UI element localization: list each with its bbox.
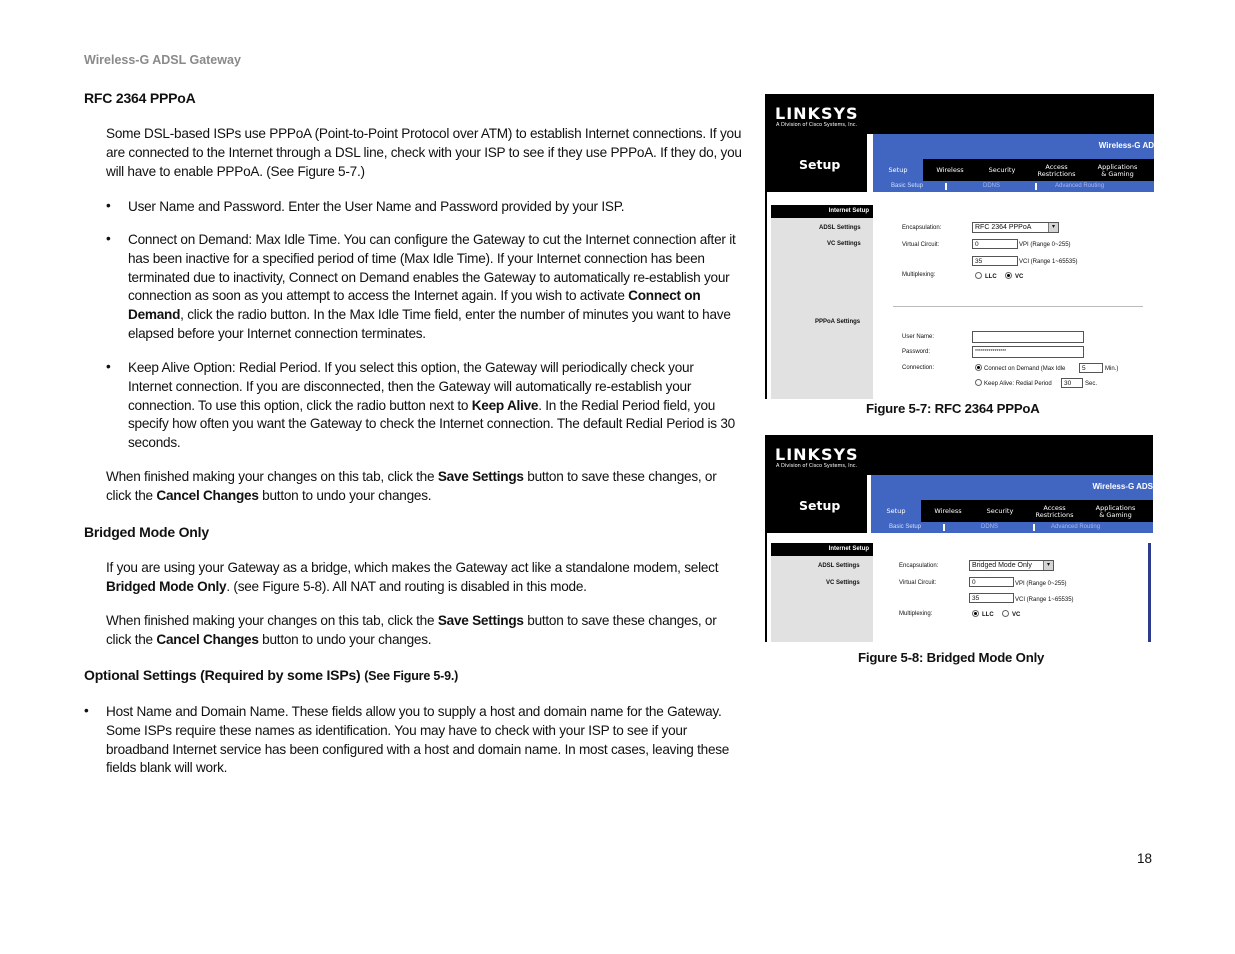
radio-connect-on-demand[interactable]: [975, 364, 982, 371]
dropdown-arrow-icon: ▾: [1048, 223, 1058, 232]
vpi-range-label: VPI (Range 0~255): [1015, 581, 1067, 587]
figure-5-7-screenshot: [765, 94, 1154, 399]
virtual-circuit-label: Virtual Circuit:: [899, 580, 937, 586]
figure-5-8-screenshot: [765, 435, 1153, 642]
subtab-ddns[interactable]: DDNS: [983, 183, 1001, 189]
text-run: button to undo your changes.: [258, 487, 432, 503]
bold-term: Cancel Changes: [156, 487, 259, 503]
rfc-intro: [106, 125, 766, 181]
tab-wireless[interactable]: Wireless: [934, 507, 962, 515]
optional-title: Optional Settings (Required by some ISPs): [84, 667, 361, 683]
bullet-host-domain: [106, 703, 766, 778]
text-line: elapsed before your Internet connection terminates.: [128, 325, 426, 341]
section-title-optional: [84, 667, 458, 683]
text-run: connection. To use this option, click the radio button next to: [128, 397, 472, 413]
figure-5-8-caption: Figure 5-8: Bridged Mode Only: [858, 650, 1045, 665]
divider: [893, 306, 1143, 307]
tab-setup[interactable]: Setup: [888, 166, 908, 174]
bridged-finish-note: [106, 612, 766, 650]
bold-term: Save Settings: [437, 613, 524, 628]
dropdown-arrow-icon: ▾: [1043, 561, 1053, 570]
tab-setup[interactable]: Setup: [886, 507, 906, 515]
keep-alive-label: Keep Alive: Redial Period: [984, 381, 1052, 387]
encapsulation-label: Encapsulation:: [902, 225, 942, 231]
multiplexing-label: Multiplexing:: [902, 272, 936, 278]
left-panel: [771, 205, 873, 399]
text-line: [106, 468, 766, 487]
subtab-separator: [943, 524, 945, 531]
text-run: button to undo your changes.: [258, 631, 432, 647]
vpi-input[interactable]: 0: [969, 577, 1014, 587]
left-header-text: Internet Setup: [828, 208, 869, 214]
text-line: Some DSL-based ISPs use PPPoA (Point-to-Point Protocol over ATM) to establish Internet connections. If you: [106, 126, 742, 141]
virtual-circuit-label: Virtual Circuit:: [902, 242, 940, 248]
tab-bar: [873, 159, 1154, 181]
subtab-advanced-routing[interactable]: Advanced Routing: [1055, 183, 1105, 189]
text-run: connection as soon as you attempt to access the Internet again. If you wish to activate: [128, 288, 629, 304]
vci-input[interactable]: 35: [972, 256, 1018, 266]
subtab-separator: [1035, 183, 1037, 190]
vc-label: VC: [1015, 274, 1024, 280]
bullet-keep-alive: [128, 359, 768, 453]
subtab-advanced-routing[interactable]: Advanced Routing: [1051, 524, 1101, 530]
left-panel-header: [771, 543, 873, 556]
radio-keep-alive[interactable]: [975, 379, 982, 386]
label-pppoa-settings: PPPoA Settings: [815, 319, 861, 325]
vpi-input[interactable]: 0: [972, 239, 1018, 249]
setup-block: [765, 134, 867, 192]
bold-term: Keep Alive: [471, 397, 539, 413]
encapsulation-select[interactable]: [972, 222, 1059, 233]
bullet: •: [106, 359, 111, 374]
radio-llc[interactable]: [975, 272, 982, 279]
radio-vc[interactable]: [1005, 272, 1012, 279]
logo-subtitle: A Division of Cisco Systems, Inc.: [776, 122, 858, 128]
label-adsl-settings: ADSL Settings: [819, 225, 861, 231]
bullet: •: [106, 231, 111, 246]
product-name: Wireless-G AD: [1098, 141, 1154, 150]
bold-term: Cancel Changes: [156, 631, 259, 647]
bridged-description: [106, 559, 766, 597]
text-line: specify how often you want the Gateway to check the Internet connection. The default Redial Period is 30: [128, 416, 735, 432]
text-line: [128, 397, 768, 416]
text-line: will have to enable PPPoA. (See Figure 5-7.): [106, 163, 365, 179]
product-header: [873, 134, 1154, 159]
bullet-connect-on-demand: [128, 231, 768, 344]
label-vc-settings: VC Settings: [827, 241, 861, 247]
setup-title: Setup: [799, 498, 841, 513]
setup-block: [765, 475, 867, 533]
linksys-logo: LINKSYS: [775, 104, 859, 123]
bold-term: Demand: [128, 307, 181, 323]
tab-wireless[interactable]: Wireless: [936, 166, 964, 174]
redial-period-input[interactable]: 30: [1061, 378, 1083, 388]
right-border: [1148, 543, 1151, 642]
encapsulation-select[interactable]: [969, 560, 1054, 571]
text-run: button to save these changes, or: [523, 469, 717, 484]
text-run: , click the radio button. In the Max Idle Time field, enter the number of minutes you want to have: [180, 307, 731, 323]
text-line: [106, 612, 766, 631]
section-title-bridged: Bridged Mode Only: [84, 524, 209, 540]
text-line: Connect on Demand: Max Idle Time. You can configure the Gateway to cut the Internet connection after it: [128, 232, 736, 247]
select-value: Bridged Mode Only: [972, 562, 1032, 569]
tab-access-restrictions[interactable]: Access Restrictions: [1035, 504, 1074, 519]
multiplexing-label: Multiplexing:: [899, 611, 933, 617]
setup-title: Setup: [799, 157, 841, 172]
product-name: Wireless-G ADS: [1092, 482, 1153, 491]
user-name-label: User Name:: [902, 334, 935, 340]
connect-on-demand-label: Connect on Demand (Max Idle: [984, 366, 1066, 372]
subtab-bar: [871, 522, 1153, 533]
page-number: 18: [1137, 851, 1153, 866]
user-name-input[interactable]: [972, 331, 1084, 343]
left-panel-header: [771, 205, 873, 218]
text-run: button to save these changes, or: [523, 613, 717, 628]
vci-range-label: VCI (Range 1~65535): [1015, 597, 1074, 603]
text-run: . (see Figure 5-8). All NAT and routing is disabled in this mode.: [226, 578, 587, 594]
bold-term: Connect on: [628, 288, 701, 304]
left-panel: [771, 543, 873, 642]
bold-term: Save Settings: [437, 469, 524, 484]
bullet-user-name: User Name and Password. Enter the User Name and Password provided by your ISP.: [128, 199, 625, 214]
subtab-separator: [1033, 524, 1035, 531]
password-input[interactable]: ****************: [972, 346, 1084, 358]
figure-5-7-caption: Figure 5-7: RFC 2364 PPPoA: [866, 401, 1040, 416]
max-idle-unit: Min.): [1105, 366, 1119, 372]
tab-security[interactable]: Security: [988, 166, 1016, 174]
redial-period-unit: Sec.: [1085, 381, 1098, 387]
bold-term: Bridged Mode Only: [106, 578, 227, 594]
product-header: [871, 475, 1153, 500]
subtab-ddns[interactable]: DDNS: [981, 524, 999, 530]
section-title-rfc: RFC 2364 PPPoA: [84, 90, 196, 106]
text-run: click the: [106, 487, 157, 503]
text-run: When finished making your changes on this tab, click the: [106, 469, 438, 484]
subtab-separator: [945, 183, 947, 190]
password-label: Password:: [902, 349, 931, 355]
text-line: [106, 578, 766, 597]
select-value: RFC 2364 PPPoA: [975, 224, 1032, 231]
text-line: [128, 306, 768, 325]
connection-label: Connection:: [902, 365, 935, 371]
text-line: has been inactive for a specified period of time (Max Idle Time). If your Internet connection has been: [128, 250, 705, 266]
text-line: Keep Alive Option: Redial Period. If you select this option, the Gateway will periodically check your: [128, 360, 694, 375]
max-idle-input[interactable]: 5: [1079, 363, 1103, 373]
llc-label: LLC: [985, 274, 997, 280]
vpi-range-label: VPI (Range 0~255): [1019, 242, 1071, 248]
tab-applications-gaming[interactable]: Applications & Gaming: [1097, 163, 1138, 178]
linksys-logo: LINKSYS: [775, 445, 859, 464]
subtab-basic-setup[interactable]: Basic Setup: [889, 524, 922, 530]
logo-subtitle: A Division of Cisco Systems, Inc.: [776, 463, 858, 469]
text-line: Host Name and Domain Name. These fields allow you to supply a host and domain name for the Gateway.: [106, 704, 722, 719]
text-run: . In the Redial Period field, you: [538, 397, 716, 413]
vci-input[interactable]: 35: [969, 593, 1014, 603]
tab-applications-gaming[interactable]: Applications & Gaming: [1095, 504, 1136, 519]
text-line: [106, 487, 766, 506]
radio-llc[interactable]: [972, 610, 979, 617]
text-run: When finished making your changes on this tab, click the: [106, 613, 438, 628]
text-line: [128, 287, 768, 306]
vc-label: VC: [1012, 612, 1021, 618]
tab-access-restrictions[interactable]: Access Restrictions: [1037, 163, 1076, 178]
left-header-text: Internet Setup: [828, 546, 869, 552]
vci-range-label: VCI (Range 1~65535): [1019, 259, 1078, 265]
text-line: fields blank will work.: [106, 760, 228, 776]
text-line: Some ISPs require these names as identification. You may have to check with your ISP to see if your: [106, 722, 688, 738]
tab-security[interactable]: Security: [986, 507, 1014, 515]
document-header: Wireless-G ADSL Gateway: [84, 53, 241, 67]
llc-label: LLC: [982, 612, 994, 618]
text-line: seconds.: [128, 435, 181, 451]
tab-bar: [871, 500, 1153, 522]
radio-vc[interactable]: [1002, 610, 1009, 617]
subtab-bar: [873, 181, 1154, 192]
rfc-finish-note: [106, 468, 766, 506]
encapsulation-label: Encapsulation:: [899, 563, 939, 569]
text-run: click the: [106, 631, 157, 647]
text-line: If you are using your Gateway as a bridge, which makes the Gateway act like a standalone modem, select: [106, 560, 719, 575]
text-line: Internet connection. If you are disconnected, then the Gateway will automatically re-establish your: [128, 378, 692, 394]
optional-figure-ref: (See Figure 5-9.): [364, 669, 459, 683]
subtab-basic-setup[interactable]: Basic Setup: [891, 183, 924, 189]
bullet: •: [84, 703, 89, 718]
text-line: are connected to the Internet through a DSL line, check with your ISP to see if they use PPPoA. If they do, you: [106, 144, 742, 160]
bullet: •: [106, 198, 111, 213]
label-adsl-settings: ADSL Settings: [818, 563, 860, 569]
text-line: terminated due to inactivity, Connect on Demand enables the Gateway to automatically re-establish your: [128, 269, 730, 285]
text-line: broadband Internet service has been configured with a host and domain name. In most cases, leaving these: [106, 741, 730, 757]
text-line: [106, 631, 766, 650]
label-vc-settings: VC Settings: [826, 580, 860, 586]
